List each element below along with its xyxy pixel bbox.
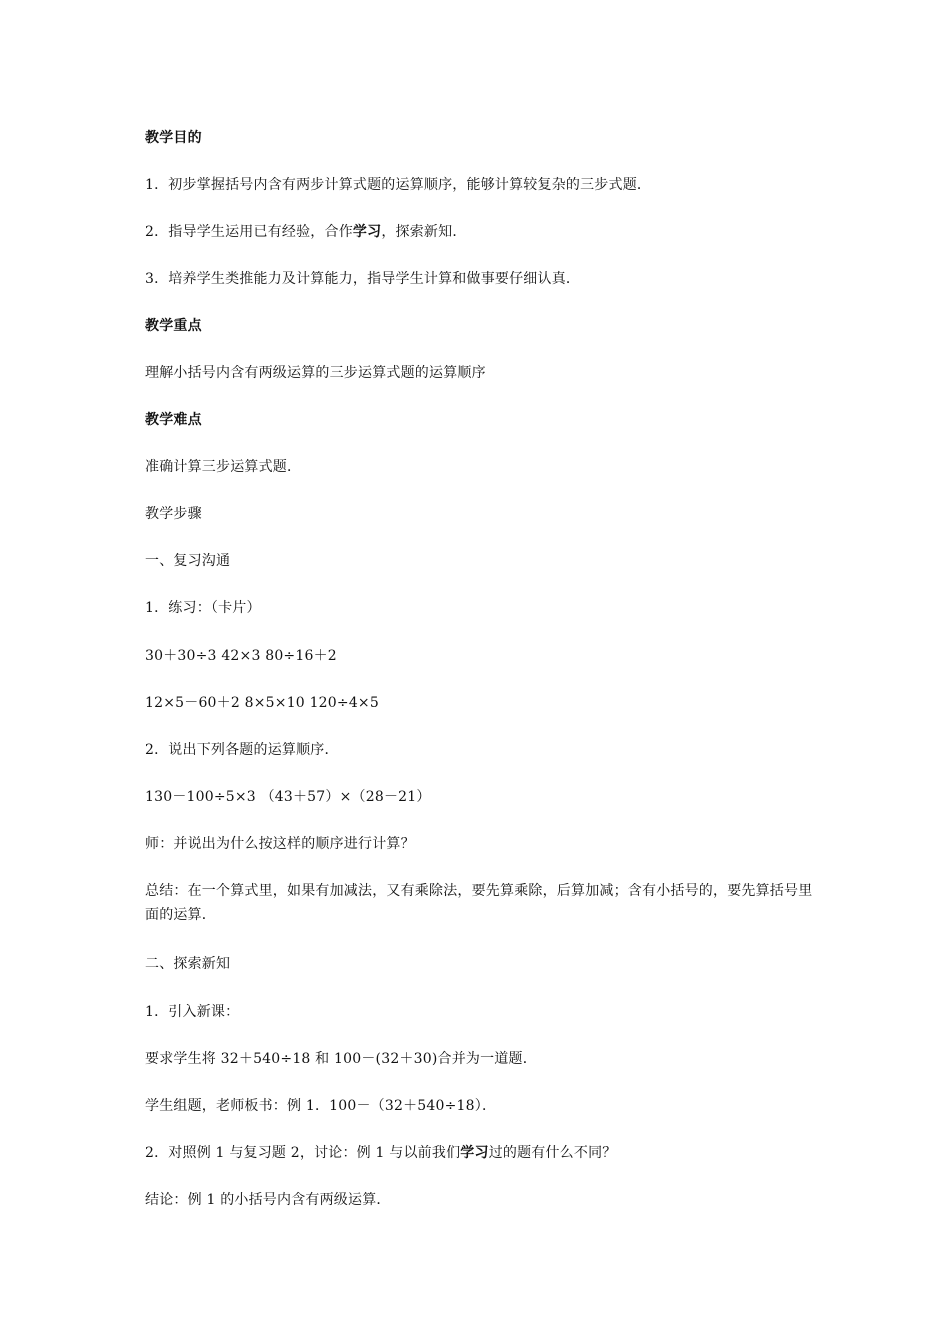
expression-row-2: 12×5－60＋2 8×5×10 120÷4×5 (145, 695, 379, 711)
compare-text-a: 2．对照例 1 与复习题 2，讨论：例 1 与以前我们 (145, 1145, 461, 1161)
compare-item (145, 1142, 617, 1164)
requirement-text: 要求学生将 32＋540÷18 和 100－(32＋30)合并为一道题． (145, 1051, 537, 1067)
compare-text-c: 过的题有什么不同？ (488, 1145, 617, 1161)
expression-row-3: 130－100÷5×3 （43＋57）×（28－21） (145, 789, 431, 805)
heading-difficult-points: 教学难点 (145, 412, 202, 428)
practice-item-1: 1．练习：（卡片） (145, 600, 261, 616)
difficult-points-text: 准确计算三步运算式题． (145, 459, 302, 475)
compare-bold: 学习 (460, 1145, 489, 1161)
key-points-text: 理解小括号内含有两级运算的三步运算式题的运算顺序 (145, 365, 486, 381)
compose-text: 学生组题，老师板书：例 1．100－（32＋540÷18）． (145, 1098, 497, 1114)
goal-item-1: 1．初步掌握括号内含有两步计算式题的运算顺序，能够计算较复杂的三步式题． (145, 177, 652, 193)
section-explore: 二、探索新知 (145, 956, 231, 972)
teaching-steps-title: 教学步骤 (145, 506, 202, 522)
goal-item-3: 3．培养学生类推能力及计算能力，指导学生计算和做事要仔细认真． (145, 271, 581, 287)
goal-item-2-text-a: 2．指导学生运用已有经验，合作 (145, 224, 353, 240)
summary-paragraph: 总结：在一个算式里，如果有加减法，又有乘除法，要先算乘除，后算加减；含有小括号的，要先算括号里面的运算． (145, 883, 813, 923)
heading-teaching-goals: 教学目的 (145, 130, 202, 146)
teacher-question: 师：并说出为什么按这样的顺序进行计算？ (145, 836, 415, 852)
heading-key-points: 教学重点 (145, 318, 202, 334)
goal-item-2 (145, 221, 467, 243)
expression-row-1: 30＋30÷3 42×3 80÷16＋2 (145, 648, 337, 664)
conclusion-text: 结论：例 1 的小括号内含有两级运算． (145, 1192, 391, 1208)
section-review: 一、复习沟通 (145, 553, 231, 569)
goal-item-2-bold: 学习 (352, 224, 382, 240)
practice-item-2: 2．说出下列各题的运算顺序． (145, 742, 339, 758)
intro-item: 1．引入新课： (145, 1004, 240, 1020)
goal-item-2-text-c: ，探索新知． (381, 224, 467, 240)
